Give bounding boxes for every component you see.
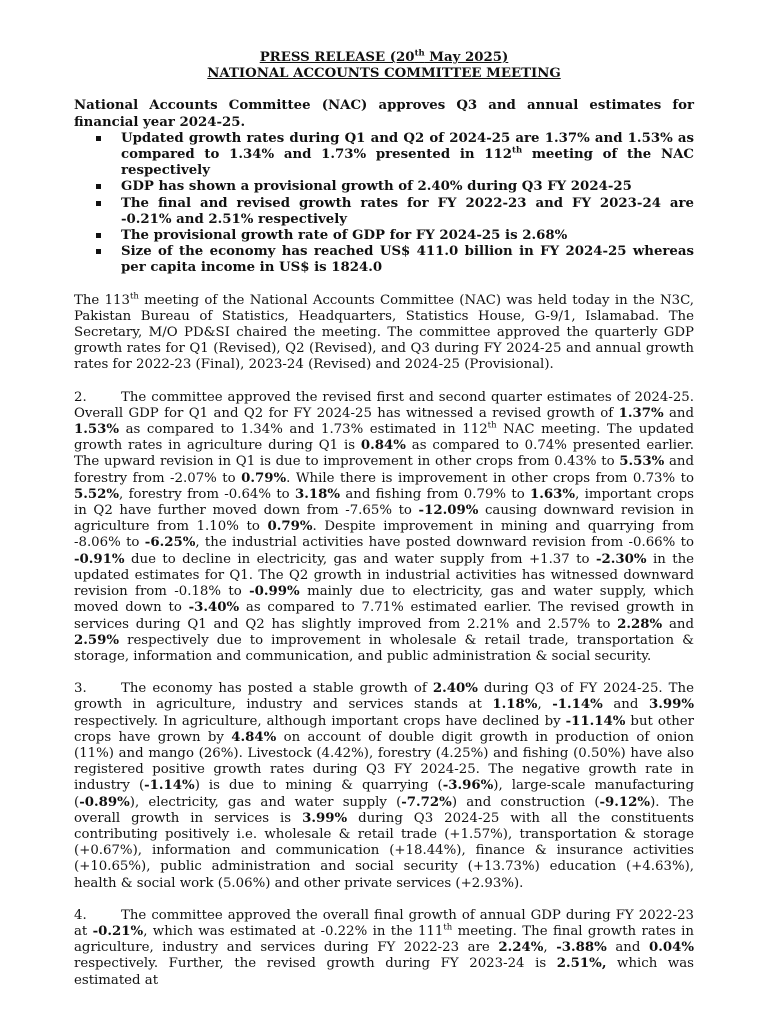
paragraph-2: 2. The committee approved the revised first and second quarter estimates of 2024-25. Overall GDP for Q1 and Q2 for FY 2024-25 has witnessed a revised growth of 1.37% and 1.53% as compared to 1.34% and 1.73% estimated in 112th NAC meeting. The updated growth rates in agriculture during Q1 is 0.84% as compared to 0.74% presented earlier. The upward revision in Q1 is due to improvement in other crops from 0.43% to 5.53% and forestry from -2.07% to 0.79%. While there is improvement in other crops from 0.73% to 5.52%, forestry from -0.64% to 3.18% and fishing from 0.79% to 1.63%, important crops in Q2 have further moved down from -7.65% to -12.09% causing downward revision in agriculture from 1.10% to 0.79%. Despite improvement in mining and quarrying from -8.06% to -6.25%, the industrial activities have posted downward revision from -0.66% to -0.91% due to decline in electricity, gas and water supply from +1.37 to -2.30% in the updated estimates for Q1. The Q2 growth in industrial activities has witnessed downward revision from -0.18% to -0.99% mainly due to electricity, gas and water supply, which moved down to -3.40% as compared to 7.71% estimated earlier. The revised growth in services during Q1 and Q2 has slightly improved from 2.21% and 2.57% to 2.28% and 2.59% respectively due to improvement in wholesale & retail trade, transportation & storage, information and communication, and public administration & social security. [74,389,695,664]
square-bullet-icon [96,184,101,189]
paragraph-number: 4. [74,907,87,923]
list-item: Size of the economy has reached US$ 411.0 billion in FY 2024-25 whereas per capita income in US$ is 1824.0 [74,244,694,276]
list-item: Updated growth rates during Q1 and Q2 of 2024-25 are 1.37% and 1.53% as compared to 1.34% and 1.73% presented in 112th meeting of the NAC respectively [74,131,694,180]
list-item: GDP has shown a provisional growth of 2.40% during Q3 FY 2024-25 [74,179,694,195]
highlights-list [74,131,694,277]
page-title: PRESS RELEASE (20th May 2025) [259,48,509,65]
square-bullet-icon [96,201,101,206]
list-item: The final and revised growth rates for FY 2022-23 and FY 2023-24 are -0.21% and 2.51% respectively [74,196,694,228]
paragraph-4: 4. The committee approved the overall final growth of annual GDP during FY 2022-23 at -0.21%, which was estimated at -0.22% in the 111th meeting. The final growth rates in agriculture, industry and services during FY 2022-23 are 2.24%, -3.88% and 0.04% respectively. Further, the revised growth during FY 2023-24 is 2.51%, which was estimated at [74,907,695,988]
paragraph-3: 3. The economy has posted a stable growth of 2.40% during Q3 of FY 2024-25. The growth in agriculture, industry and services stands at 1.18%, -1.14% and 3.99% respectively. In agriculture, although important crops have declined by -11.14% but other crops have grown by 4.84% on account of double digit growth in production of onion (11%) and mango (26%). Livestock (4.42%), forestry (4.25%) and fishing (0.50%) have also registered positive growth rates during Q3 FY 2024-25. The negative growth rate in industry (-1.14%) is due to mining & quarrying (-3.96%), large-scale manufacturing (-0.89%), electricity, gas and water supply (-7.72%) and construction (-9.12%). The overall growth in services is 3.99% during Q3 2024-25 with all the constituents contributing positively i.e. wholesale & retail trade (+1.57%), transportation & storage (+0.67%), information and communication (+18.44%), finance & insurance activities (+10.65%), public administration and social security (+13.73%) education (+4.63%), health & social work (5.06%) and other private services (+2.93%). [74,681,694,891]
square-bullet-icon [96,249,101,254]
intro-paragraph: The 113th meeting of the National Accounts Committee (NAC) was held today in the N3C, Pakistan Bureau of Statistics, Headquarters, Statistics House, G-9/1, Islamabad. The Secretary, M/O PD&SI chaired the meeting. The committee approved the quarterly GDP growth rates for Q1 (Revised), Q2 (Revised), and Q3 during FY 2024-25 and annual growth rates for 2022-23 (Final), 2023-24 (Revised) and 2024-25 (Provisional). [74,291,694,373]
press-release-page [74,50,694,989]
square-bullet-icon [96,136,101,141]
list-item: The provisional growth rate of GDP for FY 2024-25 is 2.68% [74,228,694,244]
paragraph-number: 3. [74,681,87,697]
paragraph-number: 2. [74,389,87,405]
page-subtitle: NATIONAL ACCOUNTS COMMITTEE MEETING [207,66,561,82]
square-bullet-icon [96,233,101,238]
lead-heading: National Accounts Committee (NAC) approves Q3 and annual estimates for financial year 2024-25. [74,98,694,130]
